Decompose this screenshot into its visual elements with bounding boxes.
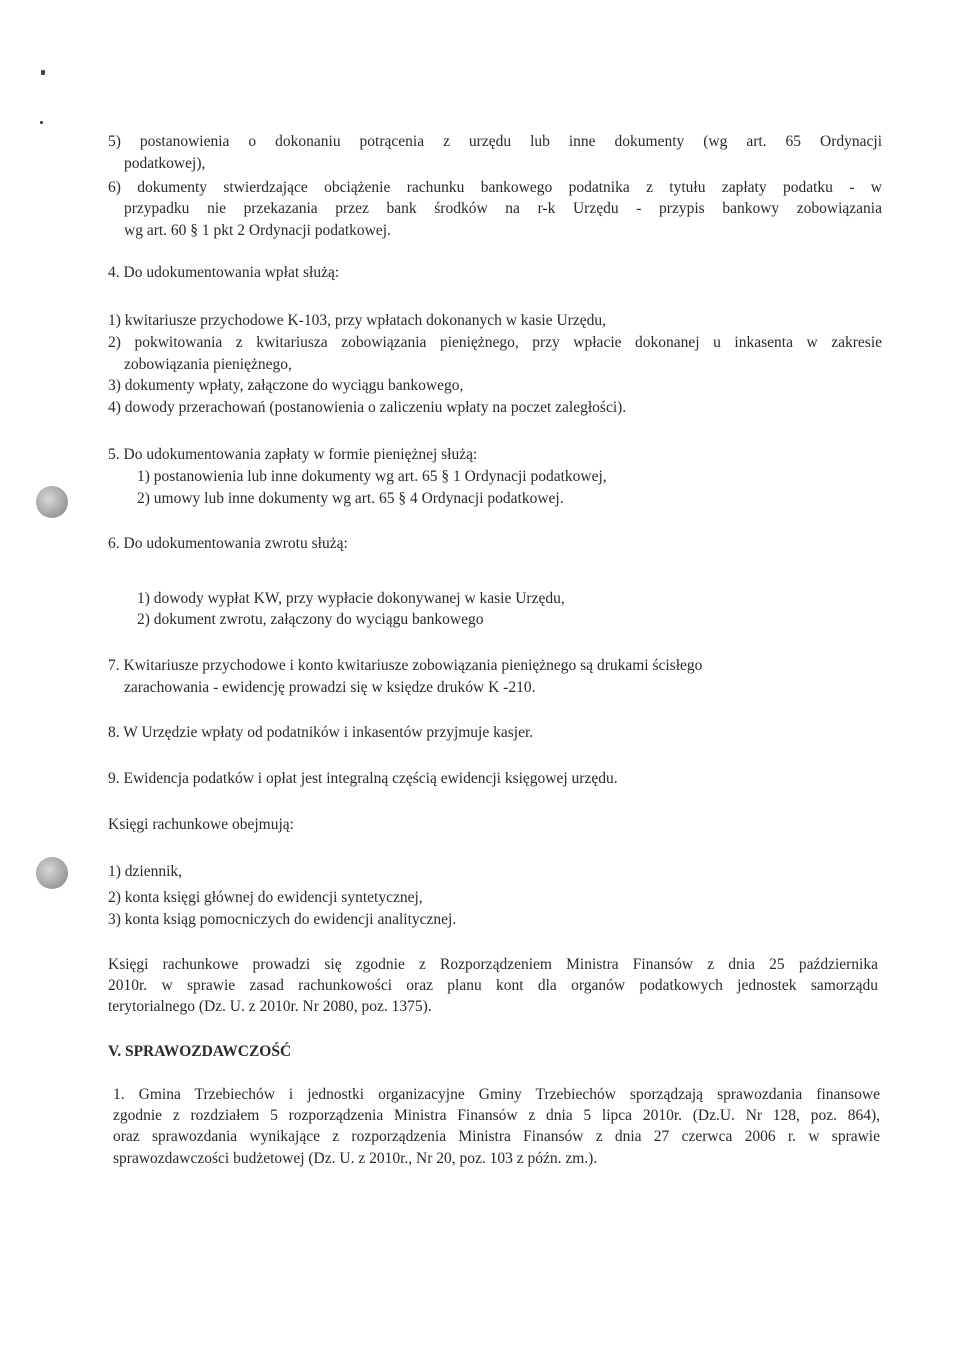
ledgers-intro: Księgi rachunkowe obejmują: xyxy=(108,816,294,833)
section-7-line2: zarachowania - ewidencję prowadzi się w księdze druków K -210. xyxy=(124,679,536,696)
ledgers-item-2: 2) konta księgi głównej do ewidencji syntetycznej, xyxy=(108,889,423,906)
section-v-line4: sprawozdawczości budżetowej (Dz. U. z 2010r., Nr 20, poz. 103 z późn. zm.). xyxy=(113,1150,598,1167)
regulation-line1: Księgi rachunkowe prowadzi się zgodnie z Rozporządzeniem Ministra Finansów z dnia 25 października xyxy=(108,956,878,973)
list-item-6-line3: wg art. 60 § 1 pkt 2 Ordynacji podatkowej. xyxy=(124,222,391,239)
section-8: 8. W Urzędzie wpłaty od podatników i inkasentów przyjmuje kasjer. xyxy=(108,724,534,741)
section-4-item-3: 3) dokumenty wpłaty, załączone do wyciągu bankowego, xyxy=(108,377,464,394)
section-6-heading: 6. Do udokumentowania zwrotu służą: xyxy=(108,535,348,552)
section-v-line2: zgodnie z rozdziałem 5 rozporządzenia Ministra Finansów z dnia 5 lipca 2010r. (Dz.U. Nr 128, poz. 864), xyxy=(113,1107,880,1124)
section-v-line3: oraz sprawozdania wynikające z rozporządzenia Ministra Finansów z dnia 27 czerwca 2006 r. w sprawie xyxy=(113,1128,880,1145)
section-v-title: V. SPRAWOZDAWCZOŚĆ xyxy=(108,1043,292,1060)
section-6-item-1: 1) dowody wypłat KW, przy wypłacie dokonywanej w kasie Urzędu, xyxy=(137,590,565,607)
list-item-5-line1: 5) postanowienia o dokonaniu potrącenia z urzędu lub inne dokumenty (wg art. 65 Ordynacji xyxy=(108,133,882,150)
section-4-item-2-cont: zobowiązania pieniężnego, xyxy=(124,356,292,373)
section-4-item-1: 1) kwitariusze przychodowe K-103, przy wpłatach dokonanych w kasie Urzędu, xyxy=(108,312,606,329)
scan-speck xyxy=(41,70,45,75)
list-item-6-line2: przypadku nie przekazania przez bank środków na r-k Urzędu - przypis bankowy zobowiązania xyxy=(124,200,882,217)
ledgers-item-3: 3) konta ksiąg pomocniczych do ewidencji analitycznej. xyxy=(108,911,457,928)
regulation-line2: 2010r. w sprawie zasad rachunkowości oraz planu kont dla organów podatkowych jednostek samorządu xyxy=(108,977,878,994)
section-4-item-4: 4) dowody przerachowań (postanowienia o zaliczeniu wpłaty na poczet zaległości). xyxy=(108,399,627,416)
section-v-line1: 1. Gmina Trzebiechów i jednostki organizacyjne Gminy Trzebiechów sporządzają sprawozdania finansowe xyxy=(113,1086,880,1103)
regulation-line3: terytorialnego (Dz. U. z 2010r. Nr 2080, poz. 1375). xyxy=(108,998,432,1015)
section-9: 9. Ewidencja podatków i opłat jest integralną częścią ewidencji księgowej urzędu. xyxy=(108,770,618,787)
section-6-item-2: 2) dokument zwrotu, załączony do wyciągu bankowego xyxy=(137,611,484,628)
section-7-line1: 7. Kwitariusze przychodowe i konto kwitariusze zobowiązania pieniężnego są drukami ścisłego xyxy=(108,657,703,674)
list-item-5-line2: podatkowej), xyxy=(124,155,206,172)
scan-speck xyxy=(40,121,43,124)
punch-hole xyxy=(36,486,68,518)
ledgers-item-1: 1) dziennik, xyxy=(108,863,183,880)
list-item-6-line1: 6) dokumenty stwierdzające obciążenie rachunku bankowego podatnika z tytułu zapłaty podatku - w xyxy=(108,179,882,196)
section-5-item-2: 2) umowy lub inne dokumenty wg art. 65 § 4 Ordynacji podatkowej. xyxy=(137,490,564,507)
punch-hole xyxy=(36,857,68,889)
section-5-item-1: 1) postanowienia lub inne dokumenty wg art. 65 § 1 Ordynacji podatkowej, xyxy=(137,468,607,485)
section-5-heading: 5. Do udokumentowania zapłaty w formie pieniężnej służą: xyxy=(108,446,478,463)
section-4-heading: 4. Do udokumentowania wpłat służą: xyxy=(108,264,340,281)
section-4-item-2: 2) pokwitowania z kwitariusza zobowiązania pieniężnego, przy wpłacie dokonanej u inkasenta w zakresie xyxy=(108,334,882,351)
